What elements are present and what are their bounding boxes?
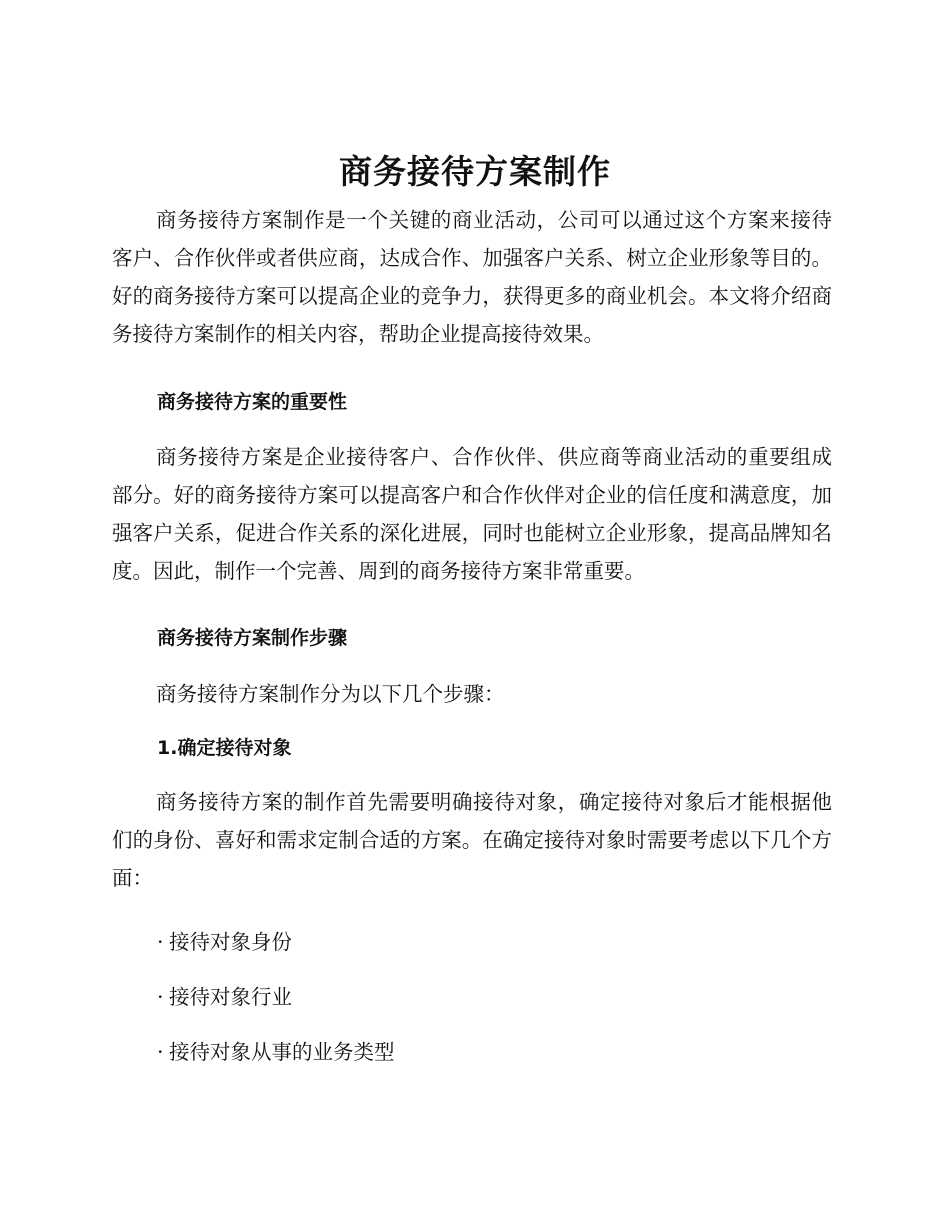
list-item-text: 接待对象行业 xyxy=(169,985,292,1009)
section-heading-importance: 商务接待方案的重要性 xyxy=(157,391,348,413)
list-item-text: 接待对象身份 xyxy=(169,930,292,954)
list-item xyxy=(157,927,292,957)
bullet-icon: · xyxy=(157,985,164,1009)
list-item-text: 接待对象从事的业务类型 xyxy=(169,1040,395,1064)
section-heading-steps: 商务接待方案制作步骤 xyxy=(157,627,348,649)
bullet-icon: · xyxy=(157,930,164,954)
intro-paragraph: 商务接待方案制作是一个关键的商业活动，公司可以通过这个方案来接待客户、合作伙伴或者供应商，达成合作、加强客户关系、树立企业形象等目的。好的商务接待方案可以提高企业的竞争力，获得更多的商业机会。本文将介绍商务接待方案制作的相关内容，帮助企业提高接待效果。 xyxy=(112,208,832,346)
bullet-icon: · xyxy=(157,1040,164,1064)
step1-paragraph: 商务接待方案的制作首先需要明确接待对象，确定接待对象后才能根据他们的身份、喜好和需求定制合适的方案。在确定接待对象时需要考虑以下几个方面： xyxy=(112,790,832,890)
document-title: 商务接待方案制作 xyxy=(339,152,611,191)
steps-intro-paragraph: 商务接待方案制作分为以下几个步骤： xyxy=(156,682,505,706)
step-heading-1: 1.确定接待对象 xyxy=(157,737,292,759)
importance-paragraph: 商务接待方案是企业接待客户、合作伙伴、供应商等商业活动的重要组成部分。好的商务接待方案可以提高客户和合作伙伴对企业的信任度和满意度，加强客户关系，促进合作关系的深化进展，同时也能树立企业形象，提高品牌知名度。因此，制作一个完善、周到的商务接待方案非常重要。 xyxy=(112,445,832,583)
list-item xyxy=(157,982,292,1012)
list-item xyxy=(157,1037,395,1067)
